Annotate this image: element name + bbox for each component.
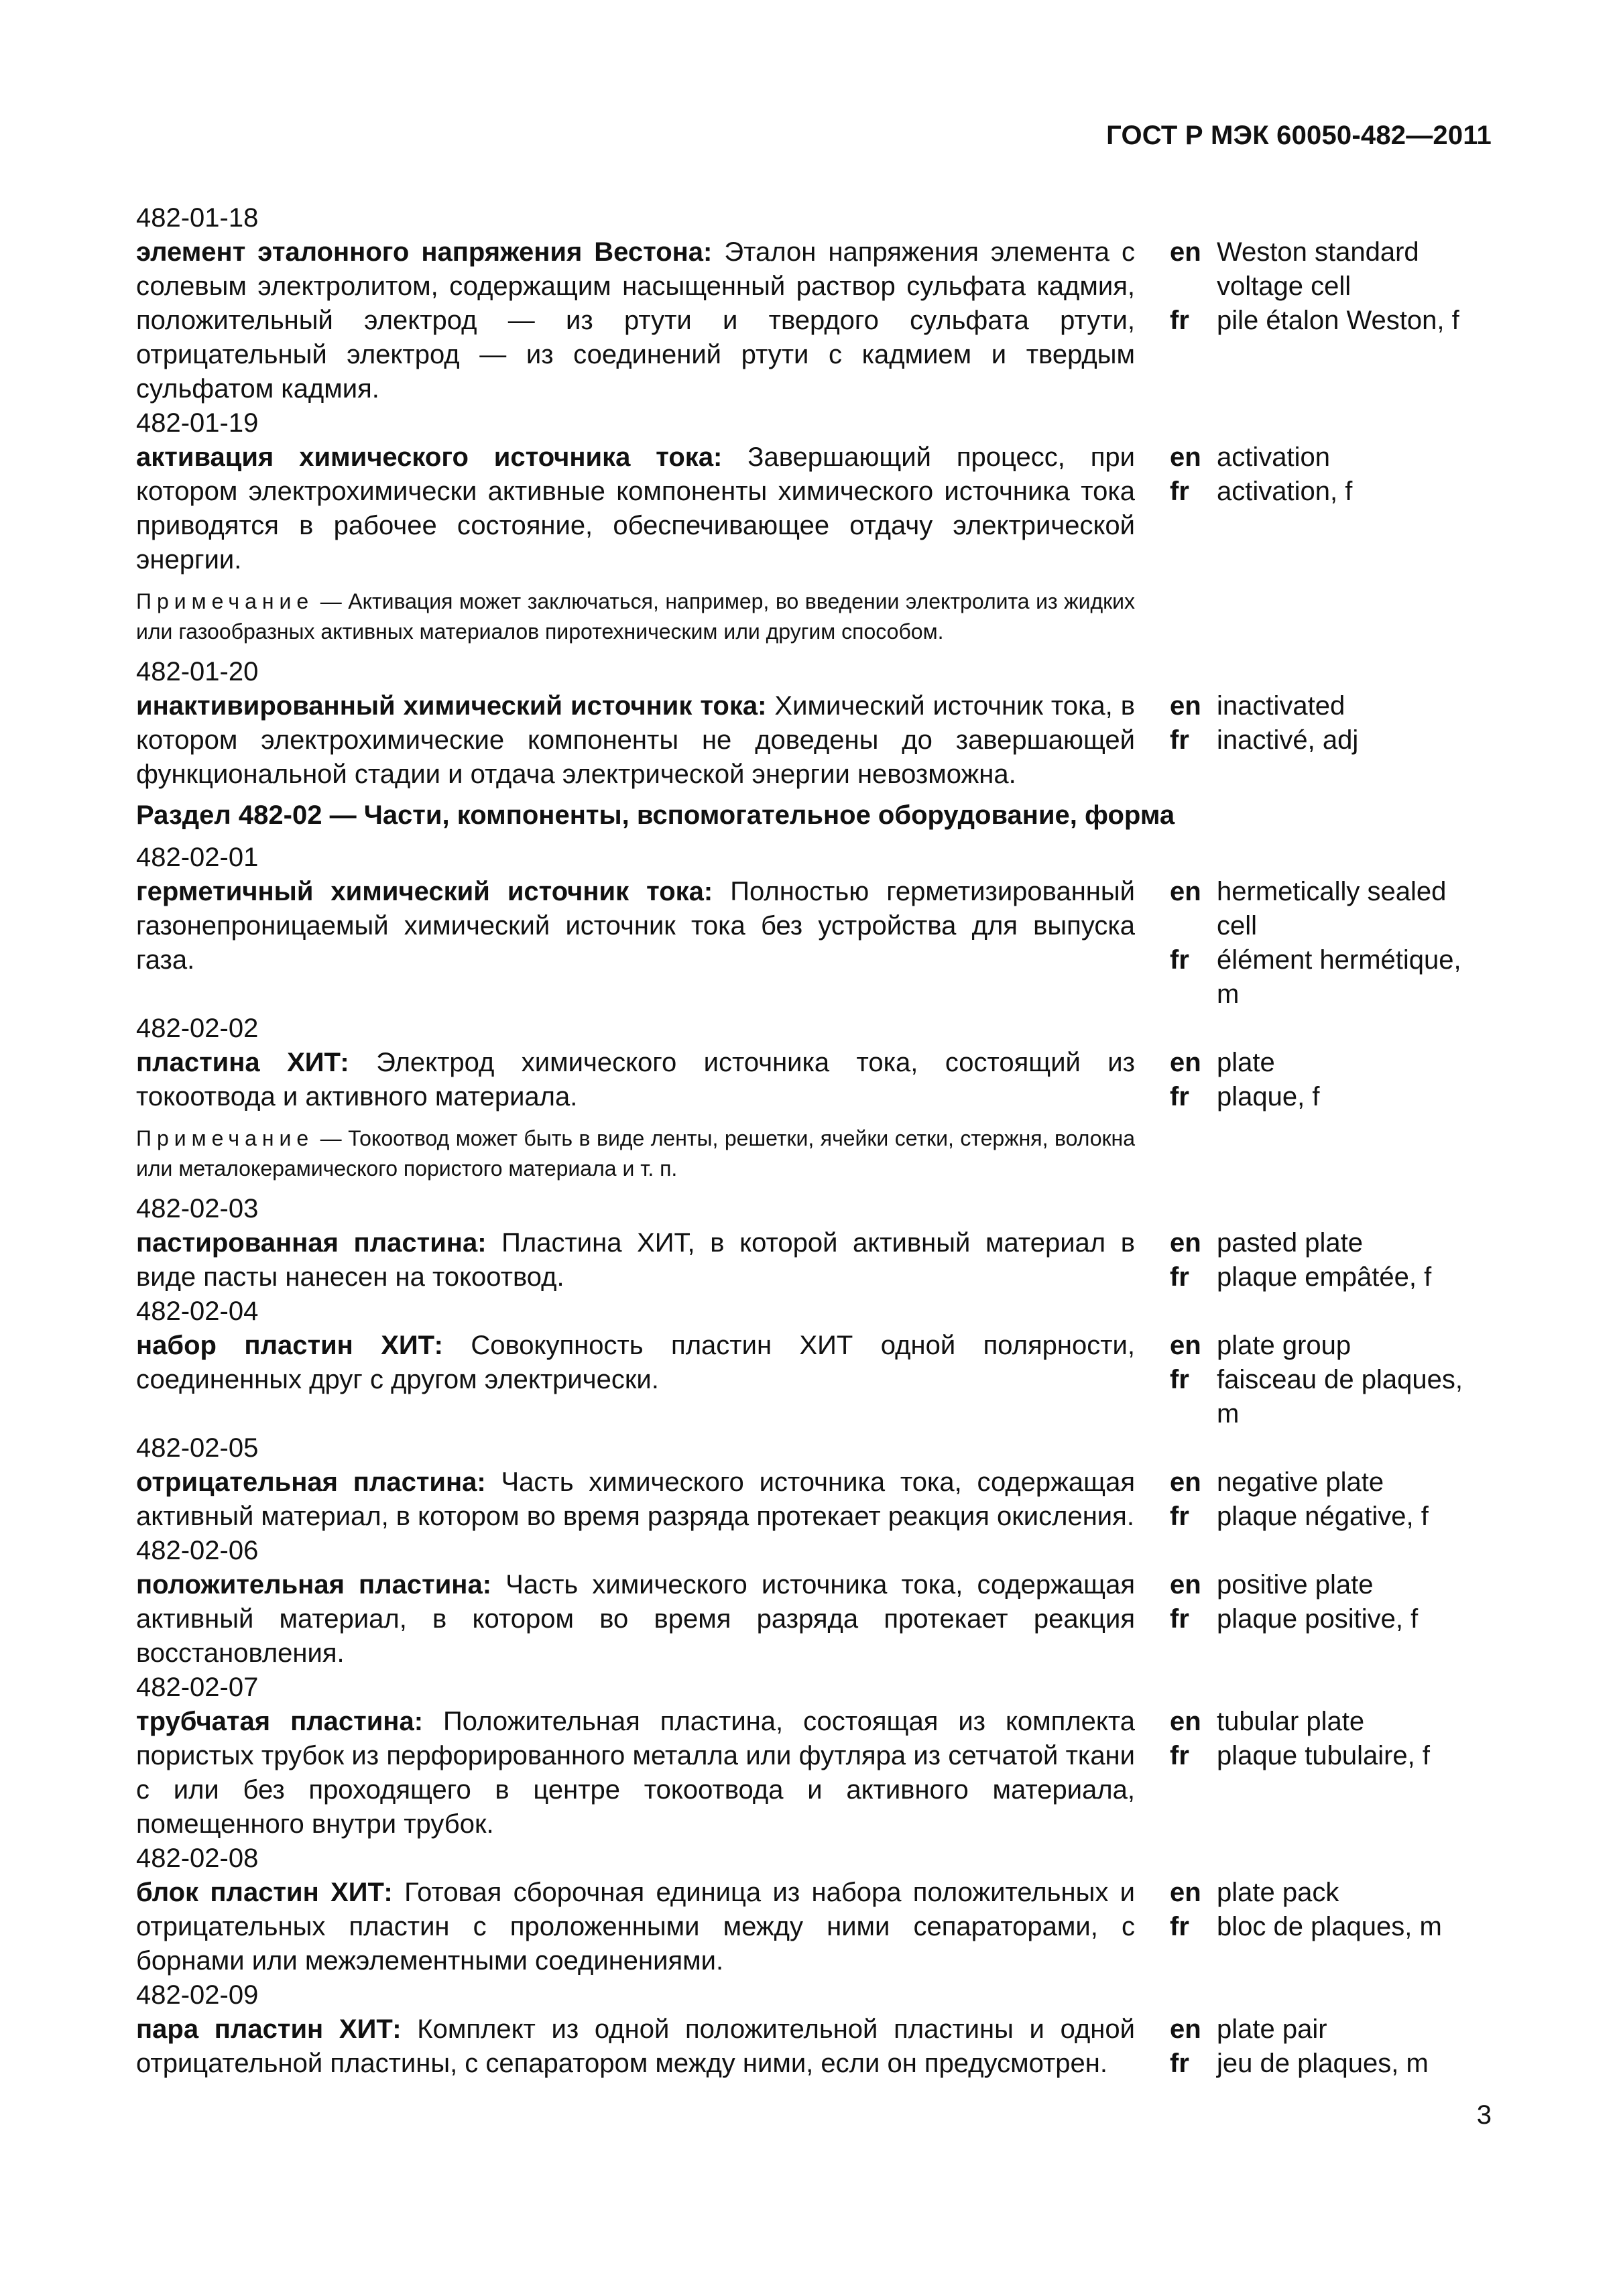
term-name: герметичный химический источник тока: — [136, 877, 713, 906]
lang-fr-label: fr — [1170, 1365, 1189, 1394]
english-term: plate pair — [1217, 2014, 1327, 2044]
english-term: plate group — [1217, 1331, 1351, 1360]
term-definition — [136, 2012, 1135, 2081]
note-label: Примечание — [136, 1126, 314, 1150]
term-equivalents — [1170, 1705, 1490, 1841]
english-term: plate pack — [1217, 1878, 1339, 1907]
term-entry — [136, 1294, 1490, 1431]
term-name: инактивированный химический источник тока: — [136, 691, 767, 721]
definition-text: Электрод химического источника тока, состоящий из токоотвода и активного материала. — [136, 1048, 1135, 1111]
term-code: 482-01-19 — [136, 408, 259, 438]
lang-en-label: en — [1170, 237, 1201, 267]
french-term: jeu de plaques, m — [1217, 2049, 1429, 2078]
document-body — [136, 201, 1490, 2081]
term-entry — [136, 1534, 1490, 1671]
lang-en-label: en — [1170, 877, 1201, 906]
lang-fr-label: fr — [1170, 725, 1189, 755]
lang-fr-label: fr — [1170, 1912, 1189, 1941]
lang-en-label: en — [1170, 1570, 1201, 1599]
definition-text: Положительная пластина, состоящая из комплекта пористых трубок из перфорированного металла или футляра из сетчатой ткани с или без проходящего в центре токоотвода и активного материала, помещенного внутри трубок. — [136, 1707, 1135, 1839]
english-term: hermetically sealed cell — [1217, 877, 1447, 941]
french-term: inactivé, adj — [1217, 725, 1359, 755]
term-definition — [136, 875, 1135, 1012]
lang-fr-label: fr — [1170, 1262, 1189, 1292]
term-name: трубчатая пластина: — [136, 1707, 424, 1736]
french-term: plaque, f — [1217, 1082, 1320, 1111]
term-definition — [136, 440, 1135, 577]
term-equivalents — [1170, 440, 1490, 577]
english-term: activation — [1217, 442, 1330, 472]
english-term: tubular plate — [1217, 1707, 1365, 1736]
term-code: 482-02-06 — [136, 1536, 259, 1565]
lang-fr-label: fr — [1170, 306, 1189, 335]
term-equivalents — [1170, 689, 1490, 792]
term-code: 482-02-08 — [136, 1844, 259, 1873]
term-code: 482-02-01 — [136, 843, 259, 872]
term-name: пластина ХИТ: — [136, 1048, 349, 1077]
term-equivalents — [1170, 235, 1490, 406]
note — [136, 1124, 1135, 1184]
french-term: faisceau de plaques, m — [1217, 1365, 1463, 1429]
term-code: 482-02-07 — [136, 1673, 259, 1702]
term-entry — [136, 1978, 1490, 2081]
lang-en-label: en — [1170, 1048, 1201, 1077]
definition-text: Часть химического источника тока, содержащая активный материал, в котором во время разряда протекает реакция окисления. — [136, 1467, 1135, 1531]
english-term: positive plate — [1217, 1570, 1374, 1599]
french-term: plaque empâtée, f — [1217, 1262, 1432, 1292]
term-equivalents — [1170, 1465, 1490, 1534]
french-term: élément hermétique, m — [1217, 945, 1461, 1009]
term-definition — [136, 1046, 1135, 1114]
term-equivalents — [1170, 1329, 1490, 1431]
term-code: 482-01-18 — [136, 203, 259, 233]
lang-en-label: en — [1170, 2014, 1201, 2044]
term-entry — [136, 655, 1490, 792]
english-term: Weston standard voltage cell — [1217, 237, 1419, 301]
lang-fr-label: fr — [1170, 1604, 1189, 1634]
note-text: — Токоотвод может быть в виде ленты, решетки, ячейки сетки, стержня, волокна или металокерамического пористого материала и т. п. — [136, 1126, 1135, 1181]
lang-fr-label: fr — [1170, 1082, 1189, 1111]
english-term: inactivated — [1217, 691, 1345, 721]
french-term: activation, f — [1217, 477, 1353, 506]
english-term: pasted plate — [1217, 1228, 1363, 1258]
lang-en-label: en — [1170, 1707, 1201, 1736]
definition-text: Полностью герметизированный газонепроницаемый химический источник тока без устройства для выпуска газа. — [136, 877, 1135, 975]
term-name: пара пластин ХИТ: — [136, 2014, 402, 2044]
term-name: положительная пластина: — [136, 1570, 492, 1599]
term-definition — [136, 1465, 1135, 1534]
term-equivalents — [1170, 1568, 1490, 1671]
definition-text: Завершающий процесс, при котором электрохимически активные компоненты химического источника тока приводятся в рабочее состояние, обеспечивающее отдачу электрической энергии. — [136, 442, 1135, 575]
section-heading: Раздел 482-02 — Части, компоненты, вспомогательное оборудование, форма — [136, 800, 1175, 830]
term-equivalents — [1170, 2012, 1490, 2081]
definition-text: Комплект из одной положительной пластины и одной отрицательной пластины, с сепаратором между ними, если он предусмотрен. — [136, 2014, 1135, 2078]
standard-header: ГОСТ Р МЭК 60050-482—2011 — [1106, 121, 1492, 150]
lang-fr-label: fr — [1170, 2049, 1189, 2078]
term-name: активация химического источника тока: — [136, 442, 723, 472]
term-entry — [136, 1671, 1490, 1841]
definition-text: Часть химического источника тока, содержащая активный материал, в котором во время разряда протекает реакция восстановления. — [136, 1570, 1135, 1668]
term-code: 482-02-09 — [136, 1980, 259, 2010]
term-code: 482-02-03 — [136, 1194, 259, 1223]
lang-fr-label: fr — [1170, 1502, 1189, 1531]
term-definition — [136, 1226, 1135, 1294]
term-entry — [136, 1012, 1490, 1114]
note — [136, 587, 1135, 647]
french-term: plaque tubulaire, f — [1217, 1741, 1431, 1770]
term-equivalents — [1170, 1046, 1490, 1114]
term-definition — [136, 1705, 1135, 1841]
term-name: пастированная пластина: — [136, 1228, 487, 1258]
lang-en-label: en — [1170, 1228, 1201, 1258]
lang-en-label: en — [1170, 442, 1201, 472]
term-entry — [136, 1841, 1490, 1978]
term-entry — [136, 201, 1490, 406]
definition-text: Готовая сборочная единица из набора положительных и отрицательных пластин с проложенными между ними сепараторами, с борнами или межэлементными соединениями. — [136, 1878, 1135, 1976]
term-code: 482-01-20 — [136, 657, 259, 686]
lang-en-label: en — [1170, 1878, 1201, 1907]
french-term: plaque négative, f — [1217, 1502, 1429, 1531]
definition-text: Эталон напряжения элемента с солевым электролитом, содержащим насыщенный раствор сульфата кадмия, положительный электрод — из ртути и твердого сульфата ртути, отрицательный электрод — из соединений ртути с кадмием и твердым сульфатом кадмия. — [136, 237, 1135, 404]
term-name: блок пластин ХИТ: — [136, 1878, 393, 1907]
note-label: Примечание — [136, 589, 314, 613]
term-name: элемент эталонного напряжения Вестона: — [136, 237, 713, 267]
term-equivalents — [1170, 1876, 1490, 1978]
term-definition — [136, 1568, 1135, 1671]
english-term: negative plate — [1217, 1467, 1384, 1497]
term-definition — [136, 235, 1135, 406]
lang-fr-label: fr — [1170, 945, 1189, 975]
definition-text: Химический источник тока, в котором электрохимические компоненты не доведены до завершающей функциональной стадии и отдача электрической энергии невозможна. — [136, 691, 1135, 789]
lang-fr-label: fr — [1170, 1741, 1189, 1770]
term-code: 482-02-02 — [136, 1014, 259, 1043]
french-term: pile étalon Weston, f — [1217, 306, 1459, 335]
term-definition — [136, 689, 1135, 792]
note-text: — Активация может заключаться, например, во введении электролита из жидких или газообразных активных материалов пиротехническим или другим способом. — [136, 589, 1135, 644]
definition-text: Пластина ХИТ, в которой активный материал в виде пасты нанесен на токоотвод. — [136, 1228, 1135, 1292]
term-code: 482-02-04 — [136, 1296, 259, 1326]
term-equivalents — [1170, 875, 1490, 1012]
term-name: набор пластин ХИТ: — [136, 1331, 443, 1360]
term-equivalents — [1170, 1226, 1490, 1294]
term-code: 482-02-05 — [136, 1433, 259, 1463]
lang-en-label: en — [1170, 1331, 1201, 1360]
term-entry — [136, 841, 1490, 1012]
lang-fr-label: fr — [1170, 477, 1189, 506]
term-definition — [136, 1329, 1135, 1431]
term-entry — [136, 1431, 1490, 1534]
lang-en-label: en — [1170, 1467, 1201, 1497]
french-term: bloc de plaques, m — [1217, 1912, 1442, 1941]
term-name: отрицательная пластина: — [136, 1467, 486, 1497]
lang-en-label: en — [1170, 691, 1201, 721]
english-term: plate — [1217, 1048, 1275, 1077]
page-number: 3 — [1476, 2100, 1492, 2130]
term-entry — [136, 1192, 1490, 1294]
french-term: plaque positive, f — [1217, 1604, 1419, 1634]
definition-text: Совокупность пластин ХИТ одной полярности, соединенных друг с другом электрически. — [136, 1331, 1135, 1394]
term-entry — [136, 406, 1490, 577]
term-definition — [136, 1876, 1135, 1978]
